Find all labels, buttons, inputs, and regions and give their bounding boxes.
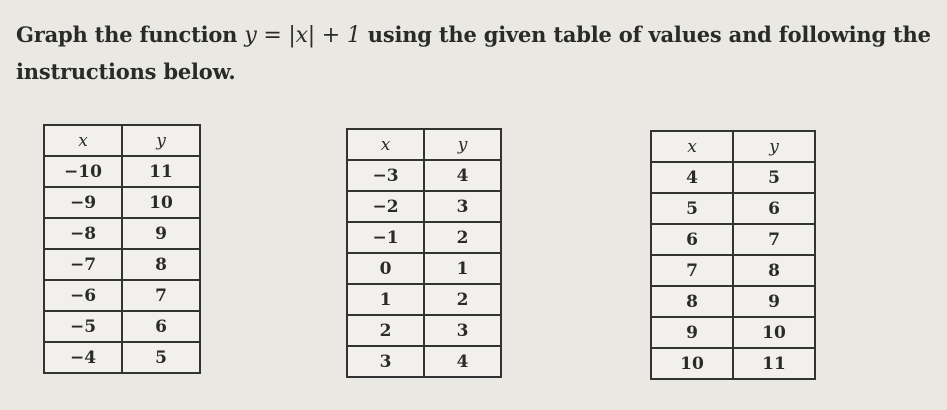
table-row [651, 317, 815, 348]
x-cell: 2 [347, 315, 424, 346]
table-row [347, 253, 501, 284]
x-cell: 3 [347, 346, 424, 377]
table-of-values-2 [346, 128, 502, 378]
x-cell: 7 [651, 255, 733, 286]
table-row [651, 286, 815, 317]
function-equation: y = |x| + 1 [244, 23, 361, 48]
table-row [651, 255, 815, 286]
x-cell: −6 [44, 280, 122, 311]
x-cell: 9 [651, 317, 733, 348]
y-cell: 8 [122, 249, 200, 280]
column-header-y: y [733, 131, 815, 162]
column-header-x: x [347, 129, 424, 160]
table-row [651, 224, 815, 255]
x-cell: 1 [347, 284, 424, 315]
table-header-row [44, 125, 200, 156]
y-cell: 4 [424, 160, 501, 191]
table-of-values-3 [650, 130, 816, 380]
y-cell: 5 [733, 162, 815, 193]
column-header-x: x [651, 131, 733, 162]
table-row [347, 222, 501, 253]
x-cell: −8 [44, 218, 122, 249]
y-cell: 2 [424, 284, 501, 315]
instruction-text [16, 17, 936, 90]
y-cell: 2 [424, 222, 501, 253]
x-cell: 10 [651, 348, 733, 379]
x-cell: −3 [347, 160, 424, 191]
table-row [44, 156, 200, 187]
x-cell: −9 [44, 187, 122, 218]
x-cell: 4 [651, 162, 733, 193]
x-cell: −1 [347, 222, 424, 253]
table-row [44, 342, 200, 373]
table-row [44, 249, 200, 280]
x-cell: −10 [44, 156, 122, 187]
x-cell: 5 [651, 193, 733, 224]
instruction-suffix: using the given table of values and following the instructions below. [16, 22, 931, 84]
y-cell: 3 [424, 191, 501, 222]
table-row [44, 187, 200, 218]
column-header-y: y [122, 125, 200, 156]
table-row [347, 284, 501, 315]
y-cell: 3 [424, 315, 501, 346]
table-row [651, 162, 815, 193]
y-cell: 7 [122, 280, 200, 311]
column-header-y: y [424, 129, 501, 160]
y-cell: 10 [122, 187, 200, 218]
y-cell: 7 [733, 224, 815, 255]
table-of-values-1 [43, 124, 201, 374]
table-row [44, 218, 200, 249]
y-cell: 9 [733, 286, 815, 317]
table-row [651, 348, 815, 379]
table-header-row [651, 131, 815, 162]
y-cell: 6 [122, 311, 200, 342]
y-cell: 10 [733, 317, 815, 348]
column-header-x: x [44, 125, 122, 156]
table-row [347, 191, 501, 222]
y-cell: 11 [733, 348, 815, 379]
x-cell: −5 [44, 311, 122, 342]
table-row [651, 193, 815, 224]
y-cell: 8 [733, 255, 815, 286]
x-cell: 6 [651, 224, 733, 255]
table-header-row [347, 129, 501, 160]
y-cell: 6 [733, 193, 815, 224]
y-cell: 1 [424, 253, 501, 284]
y-cell: 4 [424, 346, 501, 377]
table-row [347, 315, 501, 346]
x-cell: 8 [651, 286, 733, 317]
y-cell: 9 [122, 218, 200, 249]
table-row [44, 280, 200, 311]
table-row [347, 346, 501, 377]
x-cell: 0 [347, 253, 424, 284]
x-cell: −7 [44, 249, 122, 280]
instruction-prefix: Graph the function [16, 22, 245, 47]
table-row [347, 160, 501, 191]
y-cell: 5 [122, 342, 200, 373]
x-cell: −2 [347, 191, 424, 222]
x-cell: −4 [44, 342, 122, 373]
table-row [44, 311, 200, 342]
y-cell: 11 [122, 156, 200, 187]
